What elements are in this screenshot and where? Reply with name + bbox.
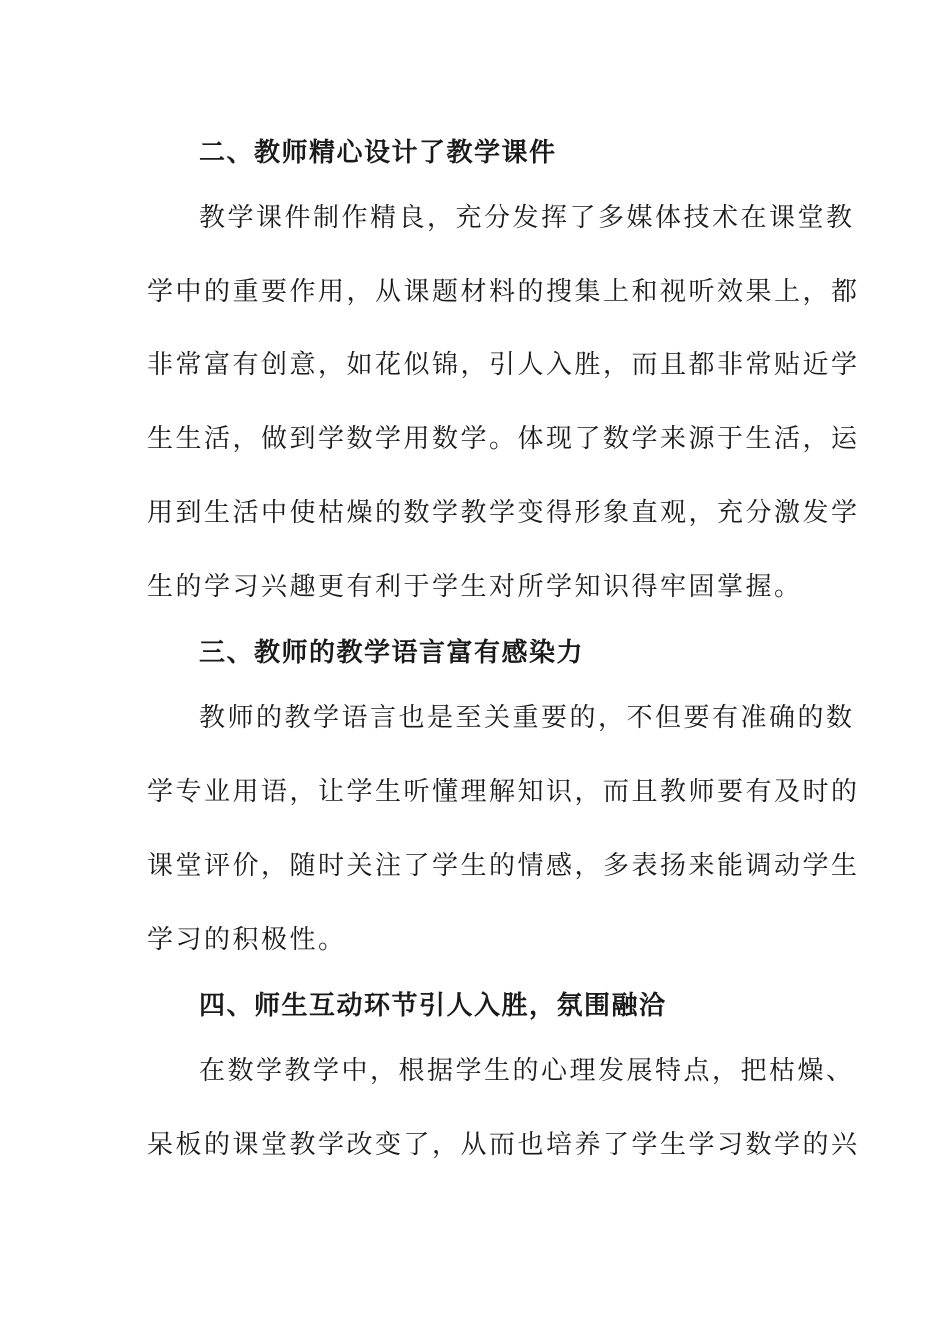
paragraph-line: 生生活，做到学数学用数学。体现了数学来源于生活，运	[147, 424, 860, 454]
paragraph-line: 呆板的课堂教学改变了，从而也培养了学生学习数学的兴	[147, 1130, 860, 1160]
paragraph-line: 非常富有创意，如花似锦，引人入胜，而且都非常贴近学	[147, 350, 860, 380]
paragraph-line: 课堂评价，随时关注了学生的情感，多表扬来能调动学生	[147, 851, 860, 881]
section-heading: 四、师生互动环节引人入胜，氛围融洽	[199, 991, 667, 1021]
paragraph-line: 学习的积极性。	[147, 925, 347, 955]
paragraph-line: 在数学教学中，根据学生的心理发展特点，把枯燥、	[199, 1056, 855, 1086]
paragraph-line: 用到生活中使枯燥的数学教学变得形象直观，充分激发学	[147, 498, 860, 528]
paragraph-line: 教师的教学语言也是至关重要的，不但要有准确的数	[199, 703, 855, 733]
section-heading: 三、教师的教学语言富有感染力	[199, 638, 585, 668]
paragraph-line: 教学课件制作精良，充分发挥了多媒体技术在课堂教	[199, 203, 855, 233]
paragraph-line: 生的学习兴趣更有利于学生对所学知识得牢固掌握。	[147, 572, 803, 602]
section-heading: 二、教师精心设计了教学课件	[199, 138, 557, 168]
paragraph-line: 学中的重要作用，从课题材料的搜集上和视听效果上，都	[147, 277, 860, 307]
paragraph-line: 学专业用语，让学生听懂理解知识，而且教师要有及时的	[147, 777, 860, 807]
